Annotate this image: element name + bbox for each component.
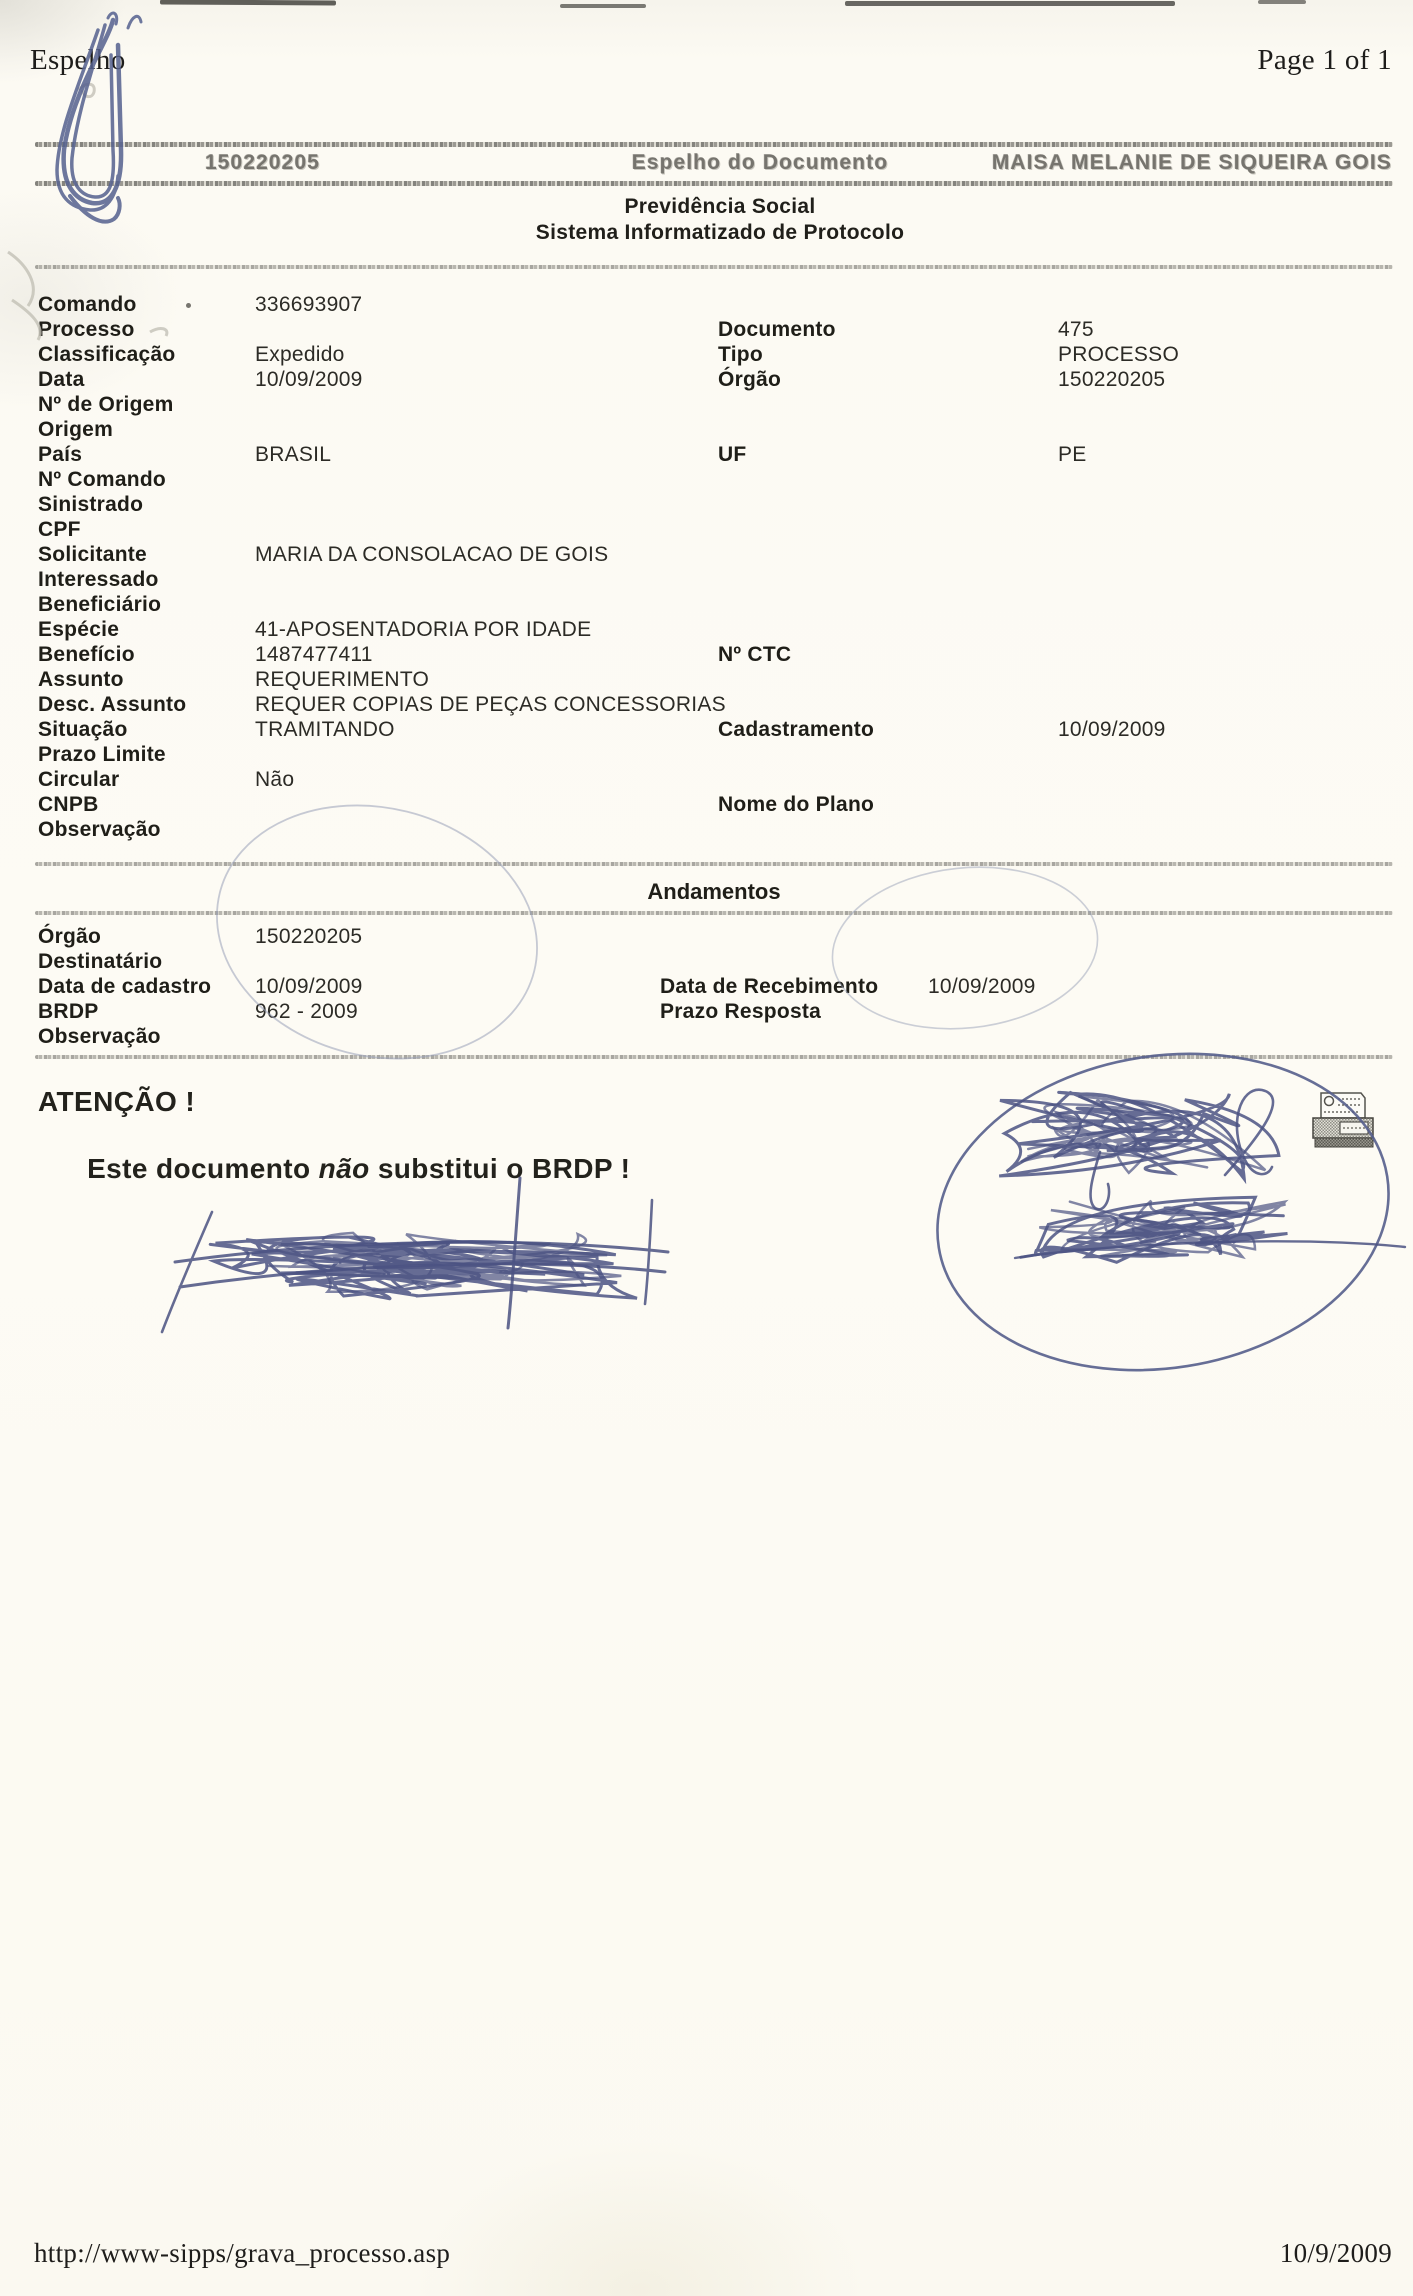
field-label: Nº de Origem (38, 393, 174, 416)
field-row (0, 393, 1413, 418)
field-value: 10/09/2009 (255, 975, 363, 998)
field-label: Data de cadastro (38, 975, 212, 998)
field-row (0, 518, 1413, 543)
field-row (0, 793, 1413, 818)
field-label: Destinatário (38, 950, 163, 973)
print-header-left: Espelho (30, 44, 126, 76)
print-header-right: Page 1 of 1 (1257, 44, 1392, 76)
field-row (0, 718, 1413, 743)
field-value: Expedido (255, 343, 345, 366)
field-label-right: Nº CTC (718, 643, 792, 666)
field-row (0, 925, 1413, 950)
field-label-right: Nome do Plano (718, 793, 875, 816)
field-label: Interessado (38, 568, 159, 591)
field-value: 1487477411 (255, 643, 373, 666)
field-label: Comando (38, 293, 137, 316)
andamentos-title: Andamentos (647, 879, 781, 904)
field-label-right: Cadastramento (718, 718, 875, 741)
field-label: Prazo Limite (38, 743, 166, 766)
field-label: Observação (38, 1025, 161, 1048)
field-row (0, 343, 1413, 368)
field-value-right: 10/09/2009 (928, 975, 1036, 998)
field-label: Espécie (38, 618, 120, 641)
institution-title: Previdência Social (624, 195, 816, 218)
field-value: REQUER COPIAS DE PEÇAS CONCESSORIAS (255, 693, 726, 716)
field-label: Origem (38, 418, 114, 441)
field-row (0, 950, 1413, 975)
header-protocol-code: 150220205 (205, 151, 321, 174)
separator-line (35, 911, 1393, 915)
field-label: BRDP (38, 1000, 99, 1023)
field-row (0, 975, 1413, 1000)
field-label: Nº Comando (38, 468, 166, 491)
field-label: Circular (38, 768, 120, 791)
field-label: Classificação (38, 343, 176, 366)
separator-line (35, 862, 1393, 866)
print-footer-url: http://www-sipps/grava_processo.asp (34, 2238, 451, 2268)
print-footer-date: 10/9/2009 (1279, 2238, 1392, 2268)
field-row (0, 693, 1413, 718)
field-label: Beneficiário (38, 593, 162, 616)
field-row (0, 668, 1413, 693)
field-value-right: PROCESSO (1058, 343, 1180, 366)
field-label: Órgão (38, 925, 102, 948)
separator-line (35, 181, 1393, 186)
field-row (0, 593, 1413, 618)
field-value: TRAMITANDO (255, 718, 395, 741)
header-user-name: MAISA MELANIE DE SIQUEIRA GOIS (991, 151, 1392, 174)
field-value-right: PE (1058, 443, 1087, 466)
field-label-right: Tipo (718, 343, 763, 366)
field-row (0, 493, 1413, 518)
field-row (0, 568, 1413, 593)
field-label-right: Data de Recebimento (660, 975, 879, 998)
printer-icon (1312, 1092, 1374, 1150)
field-row (0, 368, 1413, 393)
field-label-right: Órgão (718, 368, 782, 391)
separator-line (35, 142, 1393, 147)
field-row (0, 768, 1413, 793)
field-row (0, 618, 1413, 643)
field-value: 336693907 (255, 293, 363, 316)
field-label-right: Prazo Resposta (660, 1000, 822, 1023)
attention-line1: ATENÇÃO ! (38, 1086, 196, 1117)
field-label: CNPB (38, 793, 99, 816)
field-row (0, 468, 1413, 493)
field-row (0, 643, 1413, 668)
field-row (0, 818, 1413, 843)
field-label: Observação (38, 818, 161, 841)
field-label: Benefício (38, 643, 135, 666)
field-value: 962 - 2009 (255, 1000, 358, 1023)
field-value: 41-APOSENTADORIA POR IDADE (255, 618, 592, 641)
field-label: País (38, 443, 83, 466)
field-label: Sinistrado (38, 493, 144, 516)
field-label: Desc. Assunto (38, 693, 187, 716)
field-row (0, 318, 1413, 343)
field-label-right: Documento (718, 318, 836, 341)
attention-line2-text: Este documento (87, 1153, 319, 1184)
separator-line (35, 1055, 1393, 1059)
field-value: REQUERIMENTO (255, 668, 430, 691)
field-label: Situação (38, 718, 128, 741)
field-label: Assunto (38, 668, 124, 691)
attention-line2 (38, 1121, 630, 1217)
attention-line2-text: substitui o BRDP ! (369, 1153, 631, 1184)
field-value-right: 10/09/2009 (1058, 718, 1166, 741)
separator-line (35, 265, 1393, 269)
field-row (0, 1000, 1413, 1025)
andamentos-fields (0, 925, 1413, 1050)
field-value: Não (255, 768, 295, 791)
field-value: BRASIL (255, 443, 332, 466)
field-value-right: 150220205 (1058, 368, 1166, 391)
field-row (0, 443, 1413, 468)
field-row (0, 418, 1413, 443)
document-fields (0, 293, 1413, 843)
field-label: Solicitante (38, 543, 147, 566)
field-row (0, 293, 1413, 318)
field-label-right: UF (718, 443, 747, 466)
field-value: 150220205 (255, 925, 363, 948)
field-value-right: 475 (1058, 318, 1094, 341)
field-value: MARIA DA CONSOLACAO DE GOIS (255, 543, 609, 566)
field-row (0, 543, 1413, 568)
field-label: Data (38, 368, 85, 391)
attention-line2-emphasis: não (318, 1153, 370, 1184)
field-label: Processo (38, 318, 135, 341)
field-label: CPF (38, 518, 81, 541)
field-row (0, 743, 1413, 768)
field-value: 10/09/2009 (255, 368, 363, 391)
header-title: Espelho do Documento (631, 151, 889, 174)
field-row (0, 1025, 1413, 1050)
system-title: Sistema Informatizado de Protocolo (535, 221, 905, 244)
